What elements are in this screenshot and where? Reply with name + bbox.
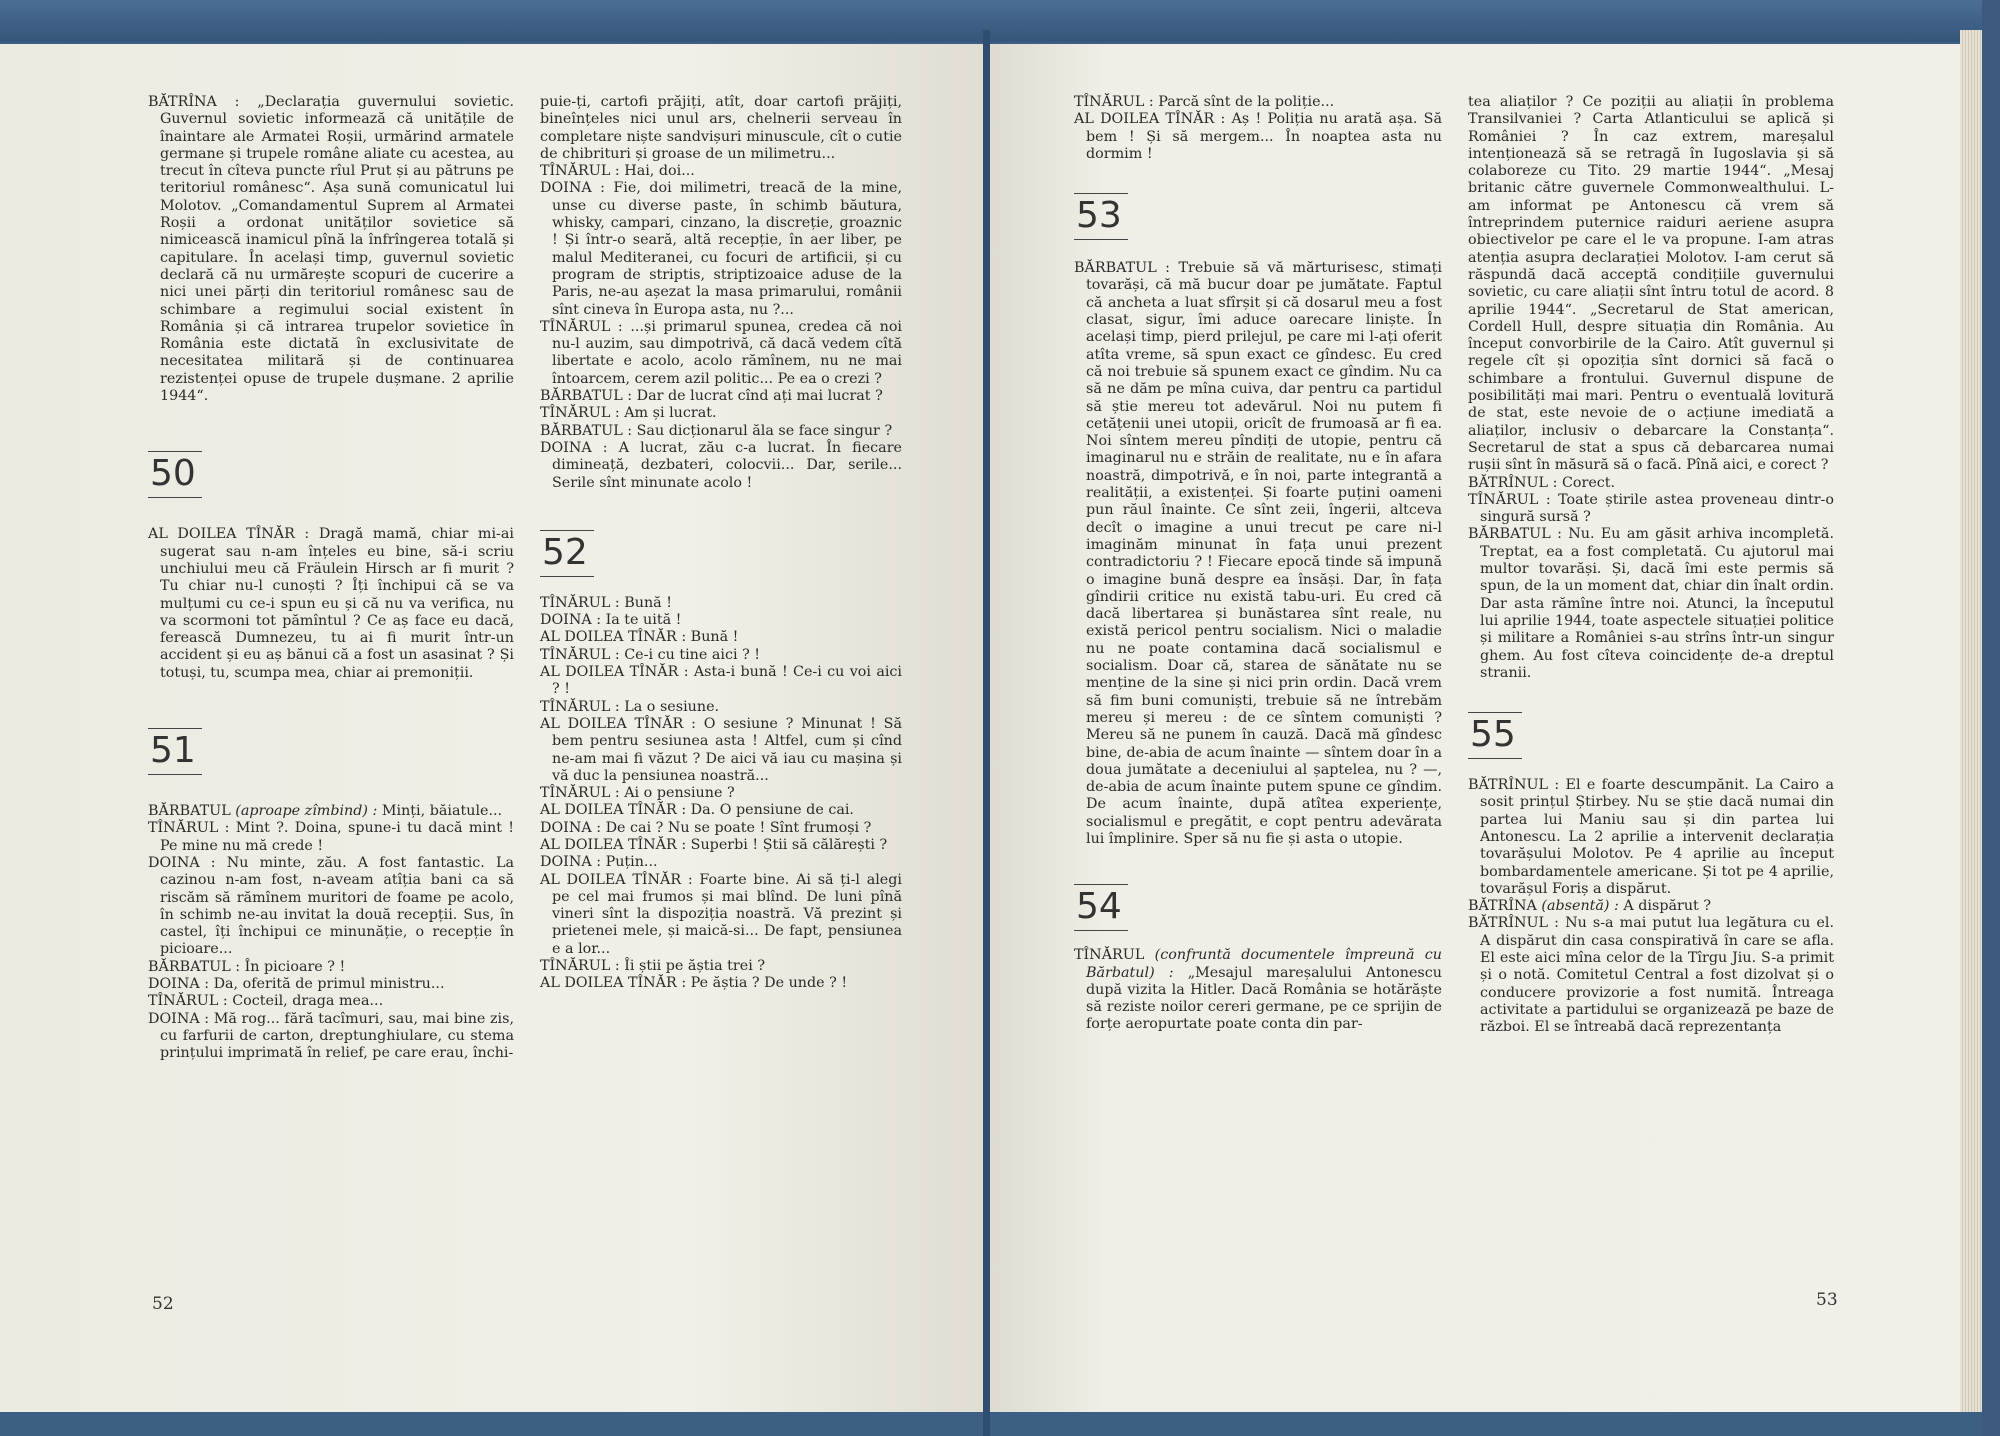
column-2 xyxy=(540,94,902,993)
paragraph: AL DOILEA TÎNĂR : O sesiune ? Minunat ! Să bem pentru sesiunea asta ! Altfel, cum și cînd ne-am mai fi văzut ? De aici vă iau cu mașina și vă duc la pensiunea noastră... xyxy=(540,715,902,784)
scene-number-55: 55 xyxy=(1468,712,1522,759)
page-number: 53 xyxy=(1816,1290,1838,1310)
paragraph: BĂTRÎNUL : Corect. xyxy=(1468,474,1616,491)
dialogue: A dispărut ? xyxy=(1618,898,1712,915)
paragraph: BĂTRÎNUL : El e foarte descumpănit. La Cairo a sosit prințul Știrbey. Nu se știe dacă numai din partea lui Maniu sau și din partea lui Antonescu. La 2 aprilie a intervenit declarația tovarășului Molotov. Pe 4 aprilie au început bombardamentele americane. Și tot pe 4 aprilie, tovarășul Foriș a dispărut. xyxy=(1468,777,1834,897)
page-edges xyxy=(1960,30,1982,1412)
paragraph: DOINA : Fie, doi milimetri, treacă de la mine, unse cu diverse paste, în schimb băutura, whisky, campari, cinzano, la discreție, groaznic ! Și într-o seară, altă recepție, în aer liber, pe malul Mediteranei, cu focuri de artificii, și cu program de striptis, striptizoaice aduse de la Paris, ne-au așezat la masa primarului, românii sînt cineva în Europa asta, nu ?... xyxy=(540,180,902,318)
paragraph: AL DOILEA TÎNĂR : Dragă mamă, chiar mi-ai sugerat sau n-am înțeles eu bine, să-i scriu unchiului meu că Fräulein Hirsch ar fi murit ? Tu chiar nu-l cunoști ? Îți închipui că se va mulțumi cu ce-i spun eu și că nu va verifica, nu va scormoni tot pămîntul ? Ce aș face eu dacă, ferească Dumnezeu, tu ai fi murit într-un accident și eu aș bănui că a fost un asasinat ? Și totuși, tu, scumpa mea, chiar ai premoniții. xyxy=(148,526,514,681)
paragraph: TÎNĂRUL : Toate știrile astea proveneau dintr-o singură sursă ? xyxy=(1468,491,1834,526)
paragraph: AL DOILEA TÎNĂR : Aș ! Poliția nu arată așa. Să bem ! Și să mergem... În noaptea asta nu dormim ! xyxy=(1074,111,1442,162)
paragraph: DOINA : De cai ? Nu se poate ! Sînt frumoși ? xyxy=(540,819,872,836)
scene-number-51: 51 xyxy=(148,728,202,775)
paragraph: TÎNĂRUL : Hai, doi... xyxy=(540,163,695,180)
page-number: 52 xyxy=(152,1294,174,1314)
stage-direction: (absentă) : xyxy=(1541,898,1619,915)
column-3 xyxy=(1074,94,1442,1034)
scene-number-53: 53 xyxy=(1074,193,1128,240)
paragraph: TÎNĂRUL : Ce-i cu tine aici ? ! xyxy=(540,646,761,663)
paragraph: TÎNĂRUL : Bună ! xyxy=(540,594,672,611)
column-4 xyxy=(1468,94,1834,1037)
book-cover-right xyxy=(1982,0,2000,1436)
paragraph: AL DOILEA TÎNĂR : Pe ăștia ? De unde ? ! xyxy=(540,975,848,992)
paragraph: DOINA : A lucrat, zău c-a lucrat. În fiecare dimineață, dezbateri, colocvii... Dar, serile... Serile sînt minunate acolo ! xyxy=(540,439,902,491)
book-cover-top xyxy=(0,0,2000,42)
paragraph: BĂRBATUL : Dar de lucrat cînd ați mai lucrat ? xyxy=(540,388,883,405)
paragraph: TÎNĂRUL : Îi știi pe ăștia trei ? xyxy=(540,958,765,975)
paragraph: TÎNĂRUL : Parcă sînt de la poliție... xyxy=(1074,94,1335,110)
paragraph: AL DOILEA TÎNĂR : Superbi ! Știi să călărești ? xyxy=(540,836,888,853)
right-page xyxy=(990,44,1960,1412)
paragraph: BĂRBATUL : Sau dicționarul ăla se face singur ? xyxy=(540,422,893,439)
scene-number-52: 52 xyxy=(540,530,594,577)
paragraph: TÎNĂRUL : Cocteil, draga mea... xyxy=(148,993,384,1010)
stage-direction: (aproape zîmbind) : xyxy=(235,803,378,820)
paragraph: TÎNĂRUL : ...și primarul spunea, credea că noi nu-l auzim, sau dimpotrivă, că dacă vedem cîtă libertate e acolo, acolo rămînem, nu ne mai întoarcem, cerem azil politic... Pe ea o crezi ? xyxy=(540,318,902,387)
paragraph: AL DOILEA TÎNĂR : Asta-i bună ! Ce-i cu voi aici ? ! xyxy=(540,664,902,698)
paragraph xyxy=(148,803,514,820)
dialogue: „Mesajul mareșalului Antonescu după vizita la Hitler. Dacă România se hotărăște să reziste noilor cereri germane, pe ce sprijin de forțe aeropurtate poate conta din par- xyxy=(1086,964,1442,1033)
column-1 xyxy=(148,94,514,1062)
scene-number-50: 50 xyxy=(148,451,202,498)
paragraph: DOINA : Da, oferită de primul ministru... xyxy=(148,975,445,992)
paragraph: BĂTRÎNA : „Declarația guvernului sovietic. Guvernul sovietic informează că unitățile de înaintare ale Armatei Roșii, urmărind armatele germane și trupele române aliate cu acestea, au trecut în cîteva puncte rîul Prut și au pătruns pe teritoriul românesc“. Așa sună comunicatul lui Molotov. „Comandamentul Suprem al Armatei Roșii a ordonat unităților sovietice să nimicească inamicul pînă la înfrîngerea totală și capitulare. În același timp, guvernul sovietic declară că nu urmărește scopuri de cucerire a nici unei părți din teritoriul românesc sau de schimbare a regimului social existent în România și că intrarea trupelor sovietice în România este dictată în exclusivitate de necesitatea militară și de continuarea rezistenței opuse de trupele dușmane. 2 aprilie 1944“. xyxy=(148,94,514,405)
paragraph: tea aliaților ? Ce poziții au aliații în problema Transilvaniei ? Carta Atlanticului se aplică și României ? În caz extrem, mareșalul intenționează să se retragă în Iugoslavia și să colaboreze cu Tito. 29 martie 1944“. „Mesaj britanic către guvernele Commonwealthului. L-am informat pe Antonescu că vrem să întreprindem puternice raiduri aeriene asupra obiectivelor pe care el le va propune. I-am atras atenția asupra declarației Molotov. I-am cerut să răspundă dacă acceptă condițiile guvernului sovietic, cu care aliații sînt întru totul de acord. 8 aprilie 1944“. „Secretarul de Stat american, Cordell Hull, despre situația din România. Au început convorbirile de la Cairo. Atît guvernul și regele cît și opoziția sînt dornici să facă o schimbare a frontului. Guvernul dispune de posibilități mai mari. Pentru o eventuală lovitură de stat, este nevoie de o acțiune imediată a aliaților, inclusiv o debarcare la Constanța“. Secretarul de stat a spus că debarcarea numai rușii sînt în măsură să o facă. Pînă aici, e corect ? xyxy=(1468,94,1834,474)
paragraph: BĂTRÎNUL : Nu s-a mai putut lua legătura cu el. A dispărut din casa conspirativă în care se afla. El este aici mîna celor de la Tîrgu Jiu. S-a primit și o notă. Comitetul Central a fost dizolvat și o conducere provizorie a fost numită. Întreaga activitate a partidului se organizează pe baze de război. El se întreabă dacă reprezentanța xyxy=(1468,915,1834,1036)
paragraph: puie-ți, cartofi prăjiți, atît, doar cartofi prăjiți, bineînțeles nici unul ars, chelnerii serveau în completare niște sandvișuri minuscule, cît o cutie de chibrituri și groase de un milimetru... xyxy=(540,94,902,162)
book-spine xyxy=(983,30,990,1436)
paragraph: BĂRBATUL : Trebuie să vă mărturisesc, stimați tovarăși, că mă bucur doar pe jumătate. Faptul că ancheta a luat sfîrșit și că dosarul meu a fost clasat, sigur, îmi aduce oarecare liniște. În același timp, pierd prilejul, pe care mi l-ați oferit atîta vreme, să spun exact ce gîndesc. Eu cred că noi trebuie să spunem exact ce gîndim. Nu ca să ne dăm pe mîna cuiva, dar pentru ca partidul să știe mereu tot adevărul. Noi nu putem fi cetățenii unei utopii, oricît de frumoasă ar fi ea. Noi sîntem mereu pîndiți de utopie, pentru că imaginarul nu e străin de realitate, nu e în afara noastră, dimpotrivă, e în noi, parte integrantă a realității, a existenței. Și foarte puțini oameni pun răul înainte. Ce sînt zeii, îngerii, altceva decît o imagine a unui trecut pe care ni-l imaginăm minunat în fața unui prezent contradictoriu ? ! Fiecare epocă tinde să impună o imagine bună despre ea însăși. Dar, în fața gîndirii critice nu există tabu-uri. Eu cred că dacă libertarea și bunăstarea sînt reale, nu există pericol pentru socialism. Nici o maladie nu ne poate contamina dacă socialismul e socialism. Doar că, starea de sănătate nu se menține de la sine și nici prin ordin. Dacă vrem să fim buni comuniști, trebuie să ne întrebăm mereu și mereu : de ce sîntem comuniști ? Mereu să ne punem în cauză. Dacă mă gîndesc bine, de-abia de acum înainte — sîntem doar în a doua jumătate a deceniului al șaptelea, nu ? —, de-abia de acum înainte putem spune ce gîndim. De acum înainte, după atîtea experiențe, socialismul e pregătit, e copt pentru adevărata lui împlinire. Sper să nu fie și asta o utopie. xyxy=(1074,260,1442,847)
paragraph xyxy=(1074,947,1442,1033)
paragraph: DOINA : Nu minte, zău. A fost fantastic. La cazinou n-am fost, n-aveam atîția bani ca să riscăm să rămînem muritori de foame pe acolo, în schimb ne-au invitat la două recepții. Sus, în castel, îți închipui ce minunăție, o recepție în picioare... xyxy=(148,854,514,958)
speaker: BĂRBATUL xyxy=(148,803,236,820)
stage-direction: (confruntă documentele împreună cu Bărbatul) : xyxy=(1086,947,1443,981)
speaker: TÎNĂRUL xyxy=(1074,947,1155,964)
paragraph: DOINA : Puțin... xyxy=(540,854,658,871)
paragraph: TÎNĂRUL : La o sesiune. xyxy=(540,698,720,715)
paragraph xyxy=(1468,898,1834,915)
speaker: BĂTRÎNA xyxy=(1468,898,1542,915)
paragraph: BĂRBATUL : În picioare ? ! xyxy=(148,958,346,975)
paragraph: TÎNĂRUL : Ai o pensiune ? xyxy=(540,785,735,802)
paragraph: AL DOILEA TÎNĂR : Bună ! xyxy=(540,629,739,646)
paragraph: DOINA : Ia te uită ! xyxy=(540,612,682,629)
paragraph: AL DOILEA TÎNĂR : Da. O pensiune de cai. xyxy=(540,802,854,819)
paragraph: DOINA : Mă rog... fără tacîmuri, sau, mai bine zis, cu farfurii de carton, dreptunghiulare, cu stema prințului imprimată în relief, pe care erau, închi- xyxy=(148,1010,514,1062)
scene-number-54: 54 xyxy=(1074,884,1128,931)
left-page xyxy=(0,44,983,1412)
paragraph: BĂRBATUL : Nu. Eu am găsit arhiva incompletă. Treptat, ea a fost completată. Cu ajutorul mai multor tovarăși. Și, dacă îmi este permis să spun, de la un moment dat, chiar din înalt ordin. Dar asta rămîne între noi. Atunci, la începutul lui aprilie 1944, toate aspectele situației politice și militare a României s-au strîns într-un singur ghem. Au fost cîteva coincidențe de-a dreptul stranii. xyxy=(1468,526,1834,681)
paragraph: TÎNĂRUL : Mint ?. Doina, spune-i tu dacă mint ! Pe mine nu mă crede ! xyxy=(148,820,514,854)
dialogue: Minți, băiatule... xyxy=(377,803,503,820)
paragraph: TÎNĂRUL : Am și lucrat. xyxy=(540,405,717,422)
paragraph: AL DOILEA TÎNĂR : Foarte bine. Ai să ți-l alegi pe cel mai frumos și mai blînd. De luni pînă vineri sînt la dispoziția noastră. Vă prezint și prietenei mele, și maică-si... De fapt, pensiunea e a lor... xyxy=(540,871,902,957)
